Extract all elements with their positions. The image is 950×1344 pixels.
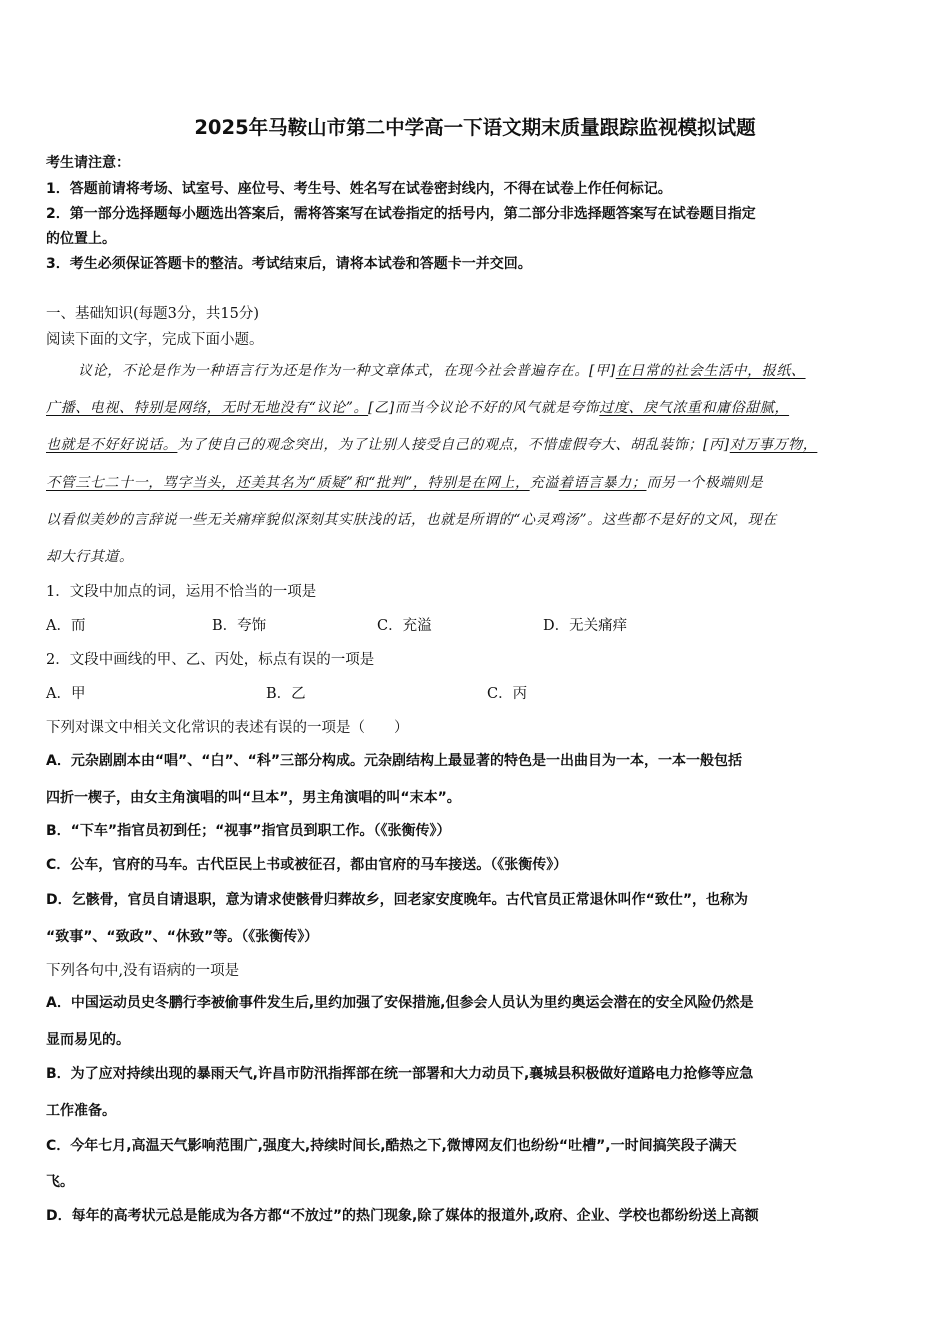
passage-text: 为了使自己的观念突出，为了让别人接受自己的观点，不惜虚假夸大、胡乱装饰；[丙]: [177, 437, 730, 453]
q1-option-a[interactable]: A．而: [46, 618, 86, 634]
passage-line-4: [46, 472, 763, 492]
q1-option-d[interactable]: D．无关痛痒: [543, 618, 628, 634]
dotted-word-kuashi: 夸饰: [570, 400, 600, 416]
notice-item-1: 1．答题前请将考场、试室号、座位号、考生号、姓名写在试卷密封线内，不得在试卷上作任何标记。: [46, 181, 672, 197]
question-1-stem: 1．文段中加点的词，运用不恰当的一项是: [46, 584, 317, 600]
section-heading: 一、基础知识(每题3分，共15分): [46, 306, 259, 322]
notice-item-2-cont: 的位置上。: [46, 231, 116, 247]
underlined-text-yi: 过度、戾气浓重和庸俗甜腻，: [599, 400, 790, 416]
passage-text: 议论，不论是作为一种语言行为还是作为一种文章体式，在现今社会普遍存在。[甲]: [78, 363, 616, 379]
underlined-text-bing-cont: 不管三七二十一，骂字当头，还美其名为“质疑”和“批判”，特别是在网上，: [46, 475, 530, 491]
q3-option-b[interactable]: B．“下车”指官员初到任；“视事”指官员到职工作。（《张衡传》）: [46, 823, 451, 839]
notice-item-3: 3．考生必须保证答题卡的整洁。考试结束后，请将本试卷和答题卡一并交回。: [46, 256, 532, 272]
q4-option-c-cont: 飞。: [46, 1174, 74, 1190]
q4-option-a-cont: 显而易见的。: [46, 1032, 130, 1048]
q3-option-a-cont: 四折一楔子，由女主角演唱的叫“旦本”，男主角演唱的叫“末本”。: [46, 790, 461, 806]
passage-line-1: [78, 360, 806, 380]
q1-option-b[interactable]: B．夸饰: [212, 618, 267, 634]
q2-option-b[interactable]: B．乙: [266, 686, 306, 702]
q4-option-c[interactable]: C．今年七月,高温天气影响范围广,强度大,持续时间长,酷热之下,微博网友们也纷纷“吐槽”,一时间搞笑段子满天: [46, 1138, 737, 1154]
passage-line-3: [46, 434, 817, 454]
question-4-stem: 下列各句中,没有语病的一项是: [46, 963, 240, 979]
question-3-stem: 下列对课文中相关文化常识的表述有误的一项是（ ）: [46, 720, 409, 736]
passage-line-2: [46, 397, 789, 417]
q3-option-c[interactable]: C．公车，官府的马车。古代臣民上书或被征召，都由官府的马车接送。（《张衡传》）: [46, 857, 568, 873]
passage-line-5: 以看似美妙的言辞说一些无关痛痒貌似深刻其实肤浅的话，也就是所谓的“心灵鸡汤”。这些都不是好的文风，现在: [46, 512, 777, 528]
q2-option-c[interactable]: C．丙: [487, 686, 528, 702]
dotted-word-chongyi: 充溢: [529, 475, 559, 491]
q4-option-b[interactable]: B．为了应对持续出现的暴雨天气,许昌市防汛指挥部在统一部署和大力动员下,襄城县积极做好道路电力抢修等应急: [46, 1066, 754, 1082]
underlined-text-jia: 在日常的社会生活中，报纸、: [615, 363, 806, 379]
underlined-text-bing-end: 着语言暴力；: [558, 475, 647, 491]
q4-option-d[interactable]: D．每年的高考状元总是能成为各方都“不放过”的热门现象,除了媒体的报道外,政府、企业、学校也都纷纷送上高额: [46, 1208, 759, 1224]
q2-option-a[interactable]: A．甲: [46, 686, 86, 702]
underlined-text-jia-end: 广播、电视、特别是网络，无时无地没有“议论”。: [46, 400, 369, 416]
question-2-stem: 2．文段中画线的甲、乙、丙处，标点有误的一项是: [46, 652, 375, 668]
q1-option-c[interactable]: C．充溢: [377, 618, 432, 634]
underlined-text-yi-end: 也就是不好好说话。: [46, 437, 178, 453]
q3-option-d-cont: “致事”、“致政”、“休致”等。（《张衡传》）: [46, 929, 319, 945]
reading-intro: 阅读下面的文字，完成下面小题。: [46, 332, 264, 348]
q4-option-a[interactable]: A．中国运动员史冬鹏行李被偷事件发生后,里约加强了安保措施,但参会人员认为里约奥运会潜在的安全风险仍然是: [46, 995, 754, 1011]
underlined-text-bing: 对万事万物，: [729, 437, 818, 453]
page-title: 2025年马鞍山市第二中学高一下语文期末质量跟踪监视模拟试题: [194, 116, 756, 139]
notice-item-2: 2．第一部分选择题每小题选出答案后，需将答案写在试卷指定的括号内，第二部分非选择题答案写在试卷题目指定: [46, 206, 756, 222]
passage-line-6: 却大行其道。: [46, 549, 134, 565]
notice-heading: 考生请注意：: [46, 155, 130, 171]
q3-option-a[interactable]: A．元杂剧剧本由“唱”、“白”、“科”三部分构成。元杂剧结构上最显著的特色是一出曲目为一本，一本一般包括: [46, 753, 743, 769]
passage-text: 而另一个极端则是: [646, 475, 764, 491]
q3-option-d[interactable]: D．乞骸骨，官员自请退职，意为请求使骸骨归葬故乡，回老家安度晚年。古代官员正常退休叫作“致仕”，也称为: [46, 892, 749, 908]
passage-text: [乙]而当今议论不好的风气就是: [368, 400, 571, 416]
q4-option-b-cont: 工作准备。: [46, 1103, 116, 1119]
